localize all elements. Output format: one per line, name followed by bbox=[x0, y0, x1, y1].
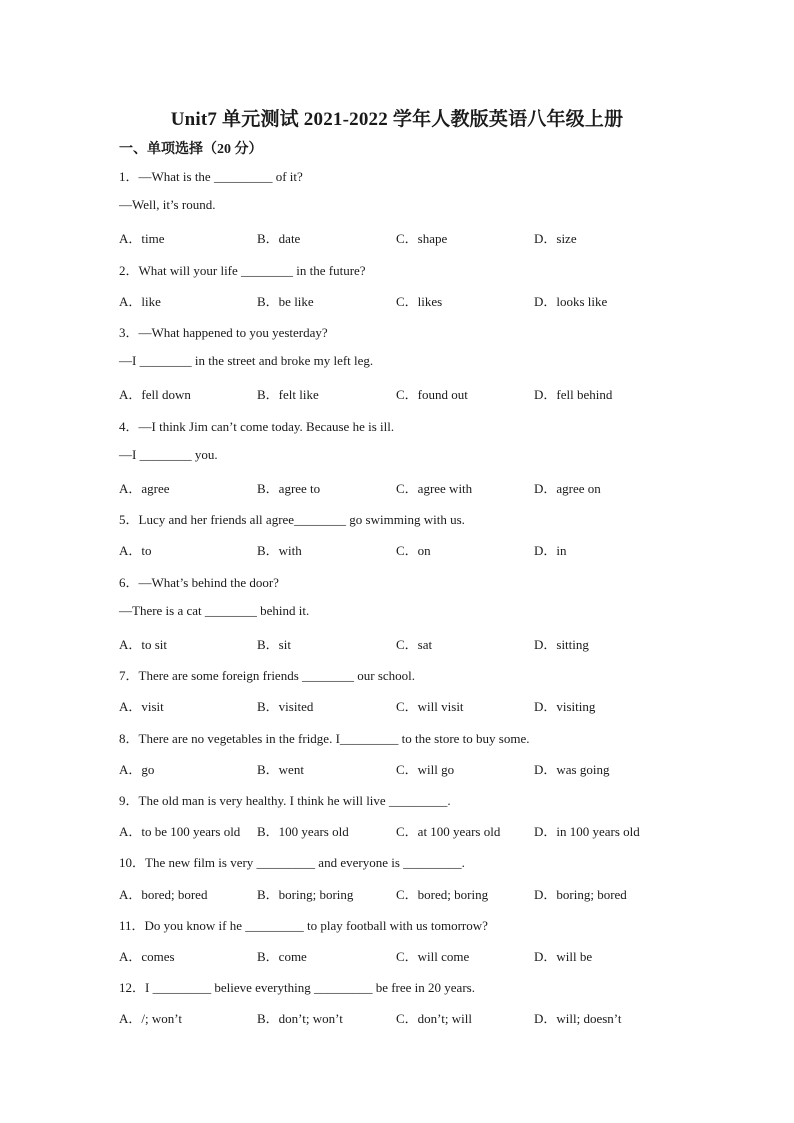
answer-option-d: D．size bbox=[534, 231, 577, 247]
answer-option-d: D．boring; bored bbox=[534, 886, 627, 902]
answer-option-c: C．found out bbox=[396, 387, 468, 403]
answer-option-c: C．will visit bbox=[396, 699, 464, 715]
answer-option-c: C．on bbox=[396, 543, 431, 559]
question-stem: 3．—What happened to you yesterday? bbox=[119, 325, 328, 340]
answer-option-d: D．fell behind bbox=[534, 387, 613, 403]
question-stem: 11．Do you know if he _________ to play football with us tomorrow? bbox=[119, 917, 488, 933]
question-stem: 1．—What is the _________ of it? bbox=[119, 169, 303, 184]
answer-option-a: A．to sit bbox=[119, 637, 168, 652]
answer-option-b: B．went bbox=[257, 761, 304, 777]
question-stem: 9．The old man is very healthy. I think he will live _________. bbox=[119, 793, 451, 808]
answer-option-b: B．come bbox=[257, 949, 307, 964]
question-response-line: —There is a cat ________ behind it. bbox=[119, 602, 310, 618]
answer-option-a: A．to bbox=[119, 543, 152, 559]
answer-option-d: D．visiting bbox=[534, 699, 596, 715]
answer-option-a: A．time bbox=[119, 231, 165, 247]
answer-option-a: A．/; won’t bbox=[119, 1011, 182, 1027]
answer-option-c: C．bored; boring bbox=[396, 886, 489, 902]
answer-option-d: D．sitting bbox=[534, 637, 589, 652]
answer-option-a: A．fell down bbox=[119, 387, 191, 403]
question-stem: 8．There are no vegetables in the fridge. I_________ to the store to buy some. bbox=[119, 730, 530, 746]
answer-option-a: A．go bbox=[119, 761, 155, 777]
answer-option-b: B．boring; boring bbox=[257, 886, 354, 902]
answer-option-a: A．to be 100 years old bbox=[119, 824, 241, 840]
answer-option-b: B．with bbox=[257, 543, 302, 559]
answer-option-b: B．date bbox=[257, 231, 301, 247]
answer-option-a: A．like bbox=[119, 293, 161, 309]
answer-option-c: C．don’t; will bbox=[396, 1011, 472, 1027]
question-stem: 5．Lucy and her friends all agree________ go swimming with us. bbox=[119, 512, 465, 528]
section-heading: 一、单项选择（20 分） bbox=[119, 142, 263, 157]
question-stem: 7．There are some foreign friends ________ our school. bbox=[119, 668, 416, 684]
answer-option-b: B．visited bbox=[257, 699, 314, 715]
answer-option-c: C．likes bbox=[396, 293, 443, 309]
answer-option-c: C．will go bbox=[396, 761, 455, 777]
answer-option-b: B．don’t; won’t bbox=[257, 1011, 343, 1027]
answer-option-d: D．in bbox=[534, 543, 567, 559]
answer-option-c: C．at 100 years old bbox=[396, 824, 501, 840]
answer-option-d: D．will; doesn’t bbox=[534, 1011, 622, 1027]
answer-option-d: D．agree on bbox=[534, 481, 601, 496]
document-title: Unit7 单元测试 2021-2022 学年人教版英语八年级上册 bbox=[170, 109, 624, 130]
answer-option-c: C．agree with bbox=[396, 481, 473, 496]
answer-option-d: D．will be bbox=[534, 949, 593, 964]
answer-option-c: C．sat bbox=[396, 637, 433, 652]
question-stem: 10．The new film is very _________ and everyone is _________. bbox=[119, 855, 465, 871]
answer-option-b: B．felt like bbox=[257, 387, 319, 403]
answer-option-a: A．agree bbox=[119, 481, 170, 496]
answer-option-d: D．looks like bbox=[534, 293, 608, 309]
question-stem: 2．What will your life ________ in the future? bbox=[119, 262, 366, 278]
question-stem: 6．—What’s behind the door? bbox=[119, 574, 279, 590]
answer-option-a: A．visit bbox=[119, 699, 164, 715]
question-stem: 12．I _________ believe everything _________ be free in 20 years. bbox=[119, 980, 475, 996]
answer-option-b: B．100 years old bbox=[257, 824, 349, 840]
question-stem: 4．—I think Jim can’t come today. Because he is ill. bbox=[119, 418, 395, 434]
answer-option-d: D．in 100 years old bbox=[534, 824, 640, 840]
answer-option-c: C．shape bbox=[396, 231, 448, 247]
answer-option-b: B．be like bbox=[257, 293, 314, 309]
question-response-line: —Well, it’s round. bbox=[119, 197, 216, 213]
answer-option-b: B．agree to bbox=[257, 481, 321, 496]
answer-option-a: A．bored; bored bbox=[119, 886, 208, 902]
answer-option-b: B．sit bbox=[257, 637, 291, 652]
answer-option-d: D．was going bbox=[534, 761, 610, 777]
question-response-line: —I ________ you. bbox=[119, 446, 218, 462]
answer-option-a: A．comes bbox=[119, 949, 175, 964]
question-response-line: —I ________ in the street and broke my left leg. bbox=[119, 353, 374, 369]
answer-option-c: C．will come bbox=[396, 949, 470, 964]
